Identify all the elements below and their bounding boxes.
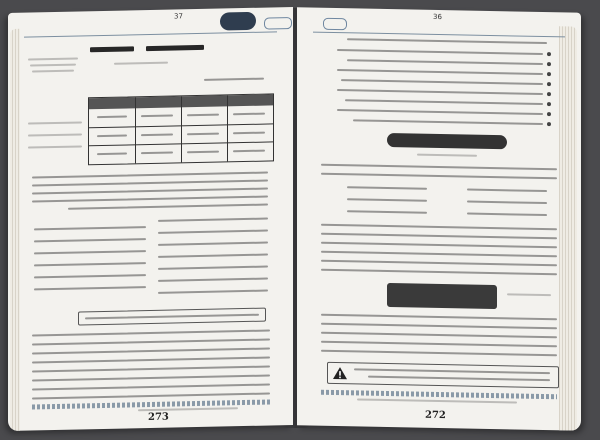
right-footer-caption bbox=[357, 398, 517, 403]
right-short-list bbox=[297, 7, 581, 12]
left-conjugation-table bbox=[88, 93, 274, 165]
right-dark-callout bbox=[387, 283, 497, 309]
right-warning-box bbox=[327, 362, 559, 388]
left-body-text bbox=[32, 172, 268, 179]
left-page-header bbox=[24, 13, 277, 37]
left-title-subtitle bbox=[114, 62, 168, 65]
left-page-edges bbox=[10, 29, 20, 431]
right-page-header bbox=[313, 14, 565, 38]
right-intro-text bbox=[347, 38, 547, 44]
left-callout-box bbox=[78, 308, 266, 326]
right-verse-list bbox=[297, 7, 581, 12]
right-highlight-banner bbox=[387, 133, 507, 149]
left-page-title bbox=[90, 41, 210, 58]
left-footer-caption bbox=[138, 407, 238, 411]
right-page-number: 272 bbox=[425, 409, 446, 422]
left-margin-note bbox=[28, 58, 78, 61]
right-page-edges bbox=[559, 26, 577, 430]
exclamation-triangle-icon bbox=[332, 366, 348, 380]
left-page bbox=[8, 7, 293, 431]
right-page bbox=[297, 7, 581, 430]
right-header-number: 36 bbox=[433, 12, 442, 22]
left-header-number: 37 bbox=[174, 12, 183, 21]
left-header-ornament bbox=[264, 17, 292, 30]
left-header-badge bbox=[220, 12, 256, 31]
left-page-number: 273 bbox=[148, 411, 169, 424]
right-header-ornament bbox=[323, 18, 347, 30]
